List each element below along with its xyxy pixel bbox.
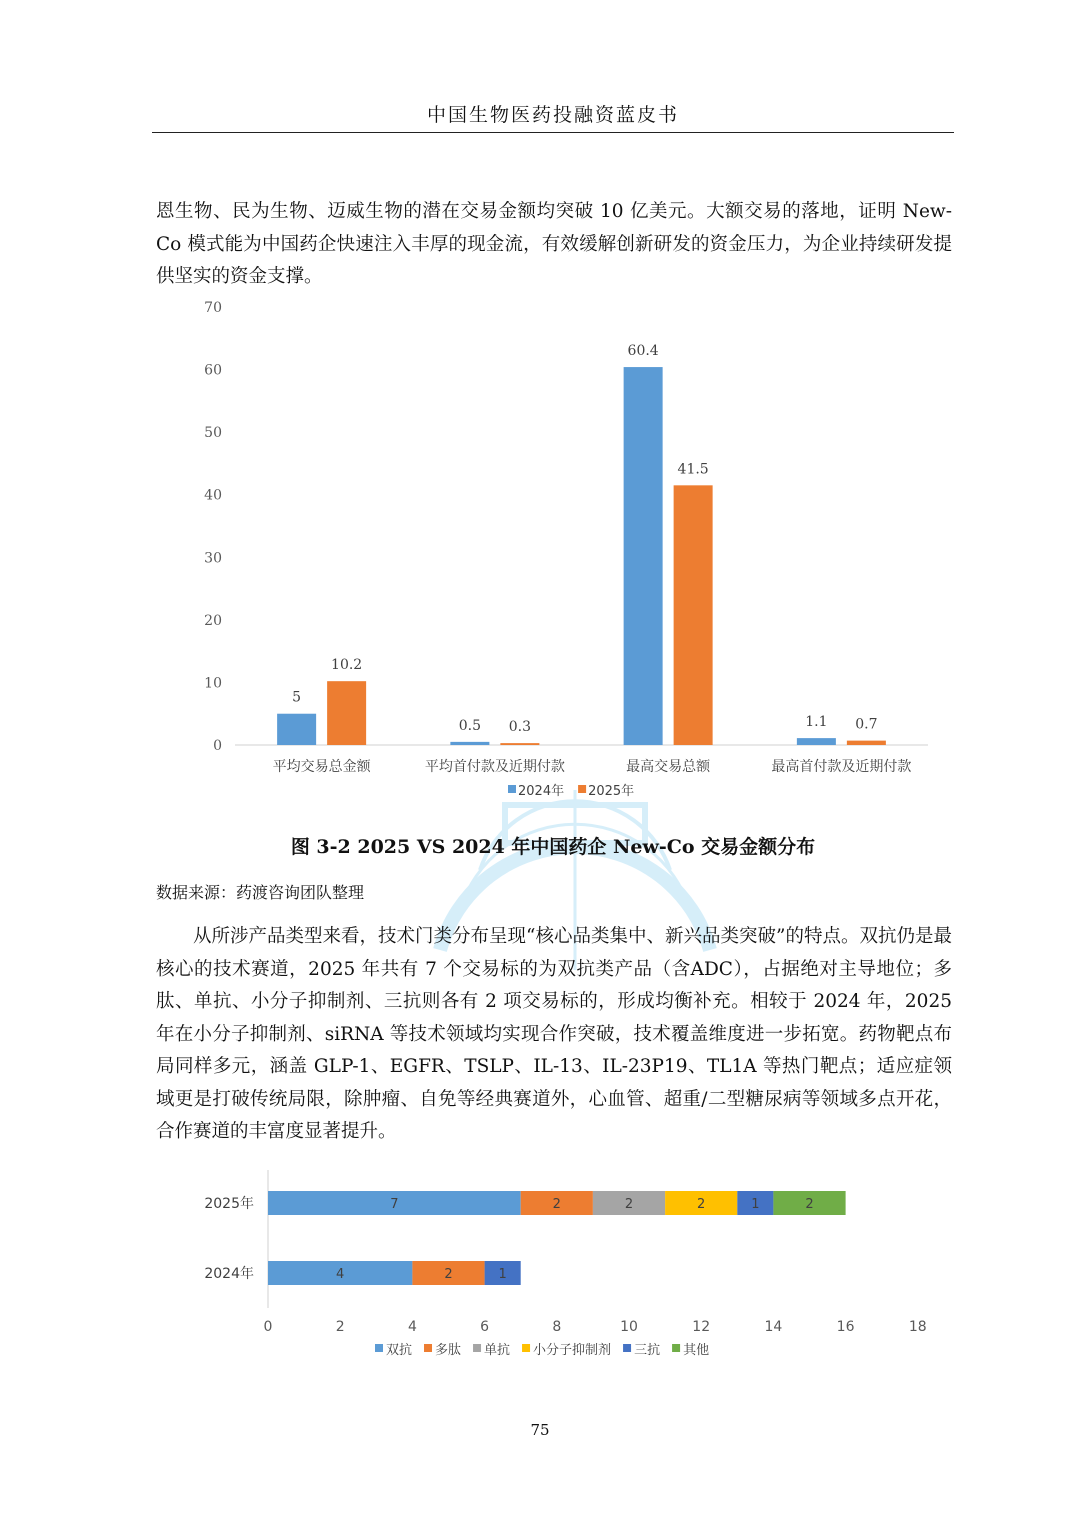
- chart1-legend-label: 2024年: [518, 784, 565, 799]
- running-header: 中国生物医药投融资蓝皮书: [426, 104, 679, 126]
- chart1-y-tick-label: 70: [204, 300, 222, 316]
- chart2-category-label: 2025年: [204, 1196, 254, 1212]
- chart2-segment-label: 1: [751, 1197, 760, 1212]
- chart2-x-tick-label: 16: [836, 1319, 855, 1335]
- chart2-category-label: 2024年: [204, 1266, 254, 1282]
- chart2-category-labels: [204, 1195, 254, 1282]
- figure-caption: 图 3-2 2025 VS 2024 年中国药企 New-Co 交易金额分布: [290, 836, 816, 858]
- chart1-legend-label: 2025年: [588, 784, 635, 799]
- chart2-legend-swatch: [375, 1344, 383, 1352]
- chart1-data-label: 5: [292, 689, 302, 706]
- chart2-legend-swatch: [522, 1344, 530, 1352]
- chart1-data-label: 60.4: [627, 343, 659, 360]
- chart1-y-tick-label: 0: [213, 738, 222, 754]
- chart1-data-label: 0.5: [458, 717, 482, 734]
- chart2-segment-label: 7: [390, 1197, 399, 1212]
- chart2-segment-label: 2: [624, 1197, 634, 1212]
- chart2-legend-label: 单抗: [484, 1343, 511, 1358]
- chart2-segment-label: 1: [498, 1267, 507, 1282]
- chart2-x-tick-label: 14: [764, 1319, 783, 1335]
- chart2-x-tick-label: 6: [480, 1319, 490, 1335]
- chart2-legend-label: 双抗: [386, 1343, 413, 1358]
- chart1-data-label: 0.7: [855, 716, 878, 733]
- chart2-segment-label: 2: [444, 1267, 453, 1282]
- chart1-category-label: 平均首付款及近期付款: [424, 759, 565, 775]
- body-paragraph-1: 恩生物、民为生物、迈威生物的潜在交易金额均突破 10 亿美元。大额交易的落地，证明 New-Co 模式能为中国药企快速注入丰厚的现金流，有效缓解创新研发的资金压力，为企业持续研发提供坚实的资金支撑。: [156, 201, 952, 287]
- page-number: 75: [530, 1421, 550, 1439]
- chart1-data-label: 1.1: [805, 714, 828, 731]
- chart2-x-tick-label: 18: [908, 1319, 927, 1335]
- chart2-segment-label: 2: [805, 1197, 814, 1212]
- chart2-legend-label: 小分子抑制剂: [533, 1343, 612, 1358]
- chart1-data-label: 0.3: [508, 719, 532, 736]
- body-paragraph-2: 从所涉产品类型来看，技术门类分布呈现“核心品类集中、新兴品类突破”的特点。双抗仍是最核心的技术赛道，2025 年共有 7 个交易标的为双抗类产品（含ADC），占据绝对主导地位；多肽、单抗、小分子抑制剂、三抗则各有 2 项交易标的，形成均衡补充。相较于 2024 年，2025 年在小分子抑制剂、siRNA 等技术领域均实现合作突破，技术覆盖维度进一步拓宽。药物靶点布局同样多元，涵盖 GLP-1、EGFR、TSLP、IL-13、IL-23P19、TL1A 等热门靶点；适应症领域更是打破传统局限，除肿瘤、自免等经典赛道外，心血管、超重/二型糖尿病等领域多点开花，合作赛道的丰富度显著提升。: [156, 926, 952, 1142]
- chart2-x-tick-label: 2: [335, 1319, 345, 1335]
- chart2-segment-label: 2: [697, 1197, 706, 1212]
- chart1-category-label: 最高交易总额: [626, 759, 711, 775]
- chart2-segment-label: 2: [552, 1197, 561, 1212]
- chart2-x-tick-label: 0: [263, 1319, 273, 1335]
- chart1-category-label: 平均交易总金额: [272, 759, 371, 775]
- chart1-y-tick-label: 40: [204, 487, 222, 504]
- chart2-legend-label: 其他: [683, 1343, 710, 1358]
- chart1-y-tick-label: 20: [204, 612, 222, 629]
- chart2-legend: [375, 1342, 709, 1358]
- chart1-y-tick-label: 10: [204, 675, 222, 692]
- chart2-legend-label: 三抗: [634, 1343, 661, 1358]
- chart2-legend-swatch: [473, 1344, 481, 1352]
- chart1-y-tick-label: 50: [204, 425, 222, 442]
- chart2-segment-label: 4: [336, 1267, 345, 1282]
- chart2-legend-label: 多肽: [435, 1343, 462, 1358]
- chart1-data-label: 41.5: [677, 461, 709, 478]
- chart1-y-tick-label: 30: [204, 550, 222, 567]
- chart1-y-tick-label: 60: [204, 362, 222, 379]
- chart2-x-tick-label: 4: [407, 1319, 417, 1335]
- chart2-legend-swatch: [424, 1344, 432, 1352]
- chart2-x-tick-label: 12: [692, 1319, 711, 1335]
- chart1-data-label: 10.2: [331, 657, 363, 674]
- chart2-legend-swatch: [623, 1344, 631, 1352]
- chart2-x-tick-label: 8: [552, 1319, 562, 1335]
- chart2-x-tick-label: 10: [620, 1319, 638, 1335]
- chart2-legend-swatch: [672, 1344, 680, 1352]
- source-note: 数据来源：药渡咨询团队整理: [156, 883, 365, 902]
- chart2-x-ticks: [264, 1319, 927, 1335]
- chart1-category-label: 最高首付款及近期付款: [771, 759, 912, 775]
